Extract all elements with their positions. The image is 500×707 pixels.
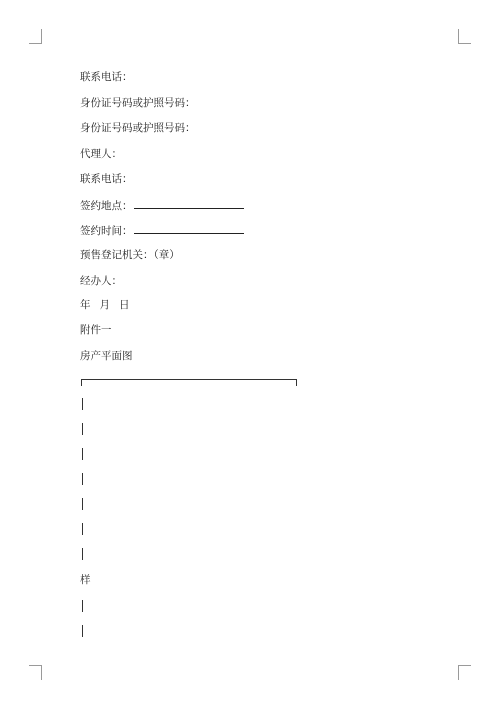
frame-left-segment — [82, 398, 83, 410]
crop-mark-top-right — [458, 29, 471, 44]
signing-place-row — [80, 198, 244, 213]
frame-left-segment — [82, 498, 83, 510]
signing-time-row — [80, 223, 244, 238]
frame-left-segment — [82, 473, 83, 485]
id-number-label-2: 身份证号码或护照号码： — [80, 122, 196, 134]
date-day: 日 — [119, 299, 130, 311]
date-row — [80, 298, 130, 312]
id-number-label-1: 身份证号码或护照号码： — [80, 97, 196, 109]
frame-left-segment — [82, 523, 83, 535]
frame-left-segment — [82, 423, 83, 435]
floor-plan-title: 房产平面图 — [80, 350, 133, 362]
agent-label: 代理人： — [80, 148, 122, 160]
crop-mark-bottom-right — [458, 665, 471, 680]
crop-mark-bottom-left — [29, 665, 42, 680]
frame-left-segment — [82, 448, 83, 460]
attachment-label: 附件一 — [80, 324, 112, 336]
frame-left-segment — [82, 625, 83, 637]
frame-left-segment — [82, 548, 83, 560]
contact-phone-label-2: 联系电话： — [80, 173, 133, 185]
signing-time-label: 签约时间： — [80, 225, 133, 237]
date-year: 年 — [80, 299, 91, 311]
signing-place-blank — [134, 198, 244, 209]
crop-mark-top-left — [29, 29, 42, 44]
signing-place-label: 签约地点： — [80, 200, 133, 212]
registration-authority-label: 预售登记机关：（章） — [80, 249, 180, 261]
handler-label: 经办人： — [80, 275, 122, 287]
floor-plan-frame-top — [81, 379, 297, 386]
signing-time-blank — [134, 223, 244, 234]
date-month: 月 — [99, 299, 110, 311]
contact-phone-label-1: 联系电话： — [80, 71, 133, 83]
frame-left-segment — [82, 600, 83, 612]
sample-mark: 样 — [80, 574, 91, 586]
